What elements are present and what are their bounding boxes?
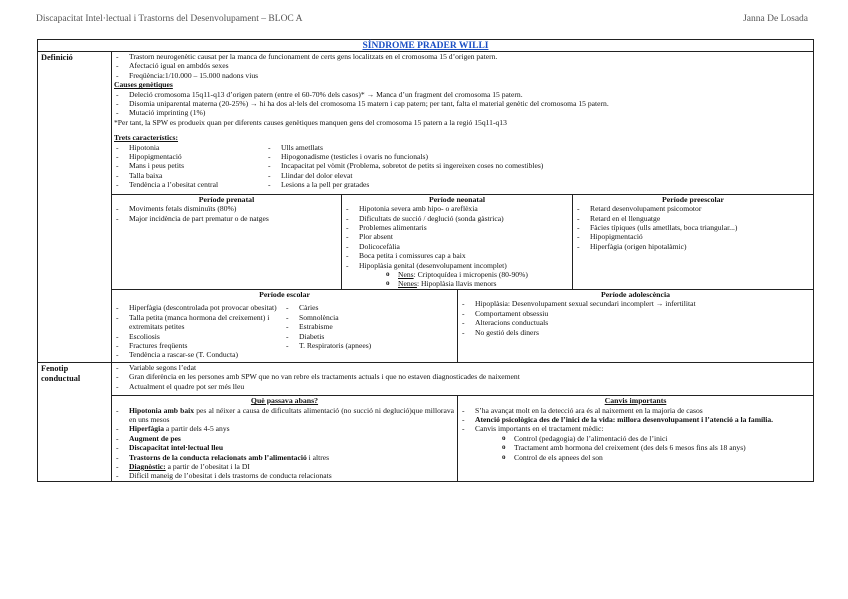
causes-title: Causes genètiques — [114, 80, 173, 90]
fenotip-grid — [112, 395, 813, 481]
list-item: - Tendència a rascar-se (T. Conducta) — [112, 350, 282, 359]
sub-label: Nens — [398, 270, 414, 280]
list-item — [112, 406, 454, 425]
list-item — [112, 434, 454, 443]
item-bold: Hipotonia amb baix — [129, 405, 195, 415]
prenatal-cell — [112, 195, 342, 289]
list-item: o Control de els apnees del son — [502, 453, 813, 462]
list-item — [112, 443, 454, 452]
list-item: - Talla baixa — [112, 171, 264, 180]
list-item — [112, 462, 454, 471]
fenotip-row — [38, 362, 813, 481]
item-text: a partir dels 4-5 anys — [164, 424, 230, 434]
item-bold: Discapacitat intel·lectual lleu — [129, 443, 224, 453]
list-item: - No gestió dels diners — [458, 328, 813, 337]
list-item: - Gran diferència en les persones amb SPW que no van rebre els tractaments actuals i que no estaven diagnosticades de naixement — [112, 372, 813, 381]
periods-row-2 — [112, 289, 813, 362]
title-row — [38, 40, 813, 51]
list-item: - Hipopigmentació — [573, 232, 813, 241]
list-item — [112, 424, 454, 433]
list-item: - Hipotonia — [112, 143, 264, 152]
list-item: - Retard en el llenguatge — [573, 214, 813, 223]
abans-cell — [112, 396, 458, 481]
neonatal-cell — [342, 195, 573, 289]
list-item: - Mans i peus petits — [112, 161, 264, 170]
header-right: Janna De Losada — [743, 14, 808, 24]
list-item: - Fractures freqüents — [112, 341, 282, 350]
list-item: - Disomia uniparental materna (20-25%) → hi ha dos al·lels del cromosoma 15 matern i cap patern; per tant, falta el material genètic del cromosoma 15 patern. — [112, 99, 813, 108]
list-item: - Hiperfàgia (origen hipotalàmic) — [573, 242, 813, 251]
adolescencia-cell — [458, 290, 813, 362]
definicio-list — [112, 52, 813, 80]
list-item: - Diabetis — [282, 332, 457, 341]
traits-columns — [112, 143, 813, 190]
list-item: - Tendència a l’obesitat central — [112, 180, 264, 189]
traits-col1 — [112, 143, 264, 190]
item-text: Canvis importants en el tractament mèdic: — [475, 424, 604, 434]
list-item: - Afectació igual en ambdós sexes — [112, 61, 813, 70]
list-item — [112, 471, 454, 480]
fenotip-label: Fenotip conductual — [38, 363, 112, 481]
list-item: - Comportament obsessiu — [458, 309, 813, 318]
list-item: - Trastorn neurogenètic causat per la manca de funcionament de certs gens localitzats en el cromosoma 15 d’origen patern. — [112, 52, 813, 61]
list-item — [112, 453, 454, 462]
definicio-content — [112, 52, 813, 362]
list-item: - T. Respiratoris (apnees) — [282, 341, 457, 350]
abans-title: Què passava abans? — [250, 396, 319, 405]
list-item — [458, 415, 810, 424]
list-item: - Variable segons l’edat — [112, 363, 813, 372]
item-bold: Diagnòstic: — [129, 461, 166, 471]
traits-title: Trets característics: — [114, 133, 179, 143]
escolar-col1 — [112, 303, 282, 359]
list-item: - Deleció cromosoma 15q11-q13 d’origen patern (entre el 60-70% dels casos)* → Manca d’un fragment del cromosoma 15 patern. — [112, 90, 813, 99]
list-item: - Problemes alimentaris — [342, 223, 572, 232]
preescolar-list — [573, 204, 813, 251]
escolar-cell — [112, 290, 458, 362]
list-item: - Actualment el quadre pot ser més lleu — [112, 382, 813, 391]
definicio-label: Definició — [38, 52, 112, 362]
list-item: - Freqüència:1/10.000 – 15.000 nadons vius — [112, 71, 813, 80]
sub-text: : Hipoplàsia llavis menors — [416, 279, 497, 289]
list-item: - Dificultats de succió / deglució (sonda gàstrica) — [342, 214, 572, 223]
header-left: Discapacitat Intel·lectual i Trastorns del Desenvolupament – BLOC A — [36, 14, 303, 24]
list-item: - Lesions a la pell per gratades — [264, 180, 813, 189]
neonatal-sublist — [342, 270, 572, 289]
prenatal-list — [112, 204, 341, 223]
item-bold: Atenció psicològica des de l’inici de la vida: millora desenvolupament i l’atenció a la família. — [475, 414, 774, 424]
item-text: S’ha avançat molt en la detecció ara és al naixement en la majoria de casos — [475, 405, 703, 415]
list-item — [386, 270, 572, 279]
fenotip-list — [112, 363, 813, 391]
list-item: - Major incidència de part prematur o de natges — [112, 214, 341, 223]
document-title: SÍNDROME PRADER WILLI — [362, 41, 489, 51]
list-item — [386, 279, 572, 288]
list-item: - Hiperfàgia (descontrolada pot provocar obesitat) — [112, 303, 282, 312]
sub-text: : Criptoquídea i micropenis (80-90%) — [413, 270, 528, 280]
document-table — [37, 39, 814, 482]
causes-list — [112, 90, 813, 118]
adolescencia-list — [458, 299, 813, 337]
list-item: - Hipoplàsia genital (desenvolupament incomplet) — [342, 261, 572, 270]
escolar-title: Període escolar — [259, 289, 310, 299]
list-item: - Boca petita i comissures cap a baix — [342, 251, 572, 260]
canvis-cell — [458, 396, 813, 481]
list-item: - Hipogonadisme (testicles i ovaris no funcionals) — [264, 152, 813, 161]
list-item: - Plor absent — [342, 232, 572, 241]
item-text: Difícil maneig de l’obesitat i dels trastorns de conducta relacionats — [129, 471, 332, 481]
preescolar-title: Període preescolar — [662, 194, 724, 204]
list-item: - Hipopigmentació — [112, 152, 264, 161]
periods-row-1 — [112, 194, 813, 289]
item-bold: Trastorns de la conducta relacionats amb l’alimentació — [129, 452, 307, 462]
item-bold: Augment de pes — [129, 433, 181, 443]
canvis-sublist — [458, 434, 813, 464]
list-item: - Hipoplàsia: Desenvolupament sexual secundari incomplert → infertilitat — [458, 299, 813, 308]
list-item: - Ulls ametllats — [264, 143, 813, 152]
neonatal-title: Període neonatal — [428, 194, 486, 204]
item-text: a partir de l’obesitat i la DI — [165, 461, 250, 471]
list-item: - Alteracions conductuals — [458, 318, 813, 327]
list-item: - Càries — [282, 303, 457, 312]
sub-label: Nenes — [398, 279, 417, 289]
item-text: pes al néixer a causa de dificultats alimentació (no succió ni deglució)que millorava en uns mesos — [129, 405, 454, 424]
causes-note: *Per tant, la SPW es produeix quan per diferents causes genètiques manquen gens del cromosoma 15 patern a la regió 15q11-q13 — [114, 117, 507, 127]
list-item: - Dolicocefàlia — [342, 242, 572, 251]
list-item: - Estrabisme — [282, 322, 457, 331]
list-item: - Escoliosis — [112, 332, 282, 341]
list-item: - Somnolència — [282, 313, 457, 322]
list-item: - Incapacitat pel vòmit (Problema, sobretot de petits si ingereixen coses no comestibles) — [264, 161, 813, 170]
list-item — [458, 424, 810, 433]
neonatal-list — [342, 204, 572, 270]
list-item: - Llindar del dolor elevat — [264, 171, 813, 180]
canvis-list — [458, 406, 813, 434]
item-text: i altres — [306, 452, 330, 462]
list-item: - Hipotonia severa amb hipo- o areflèxia — [342, 204, 572, 213]
list-item: - Mutació imprinting (1%) — [112, 108, 813, 117]
list-item: - Retard desenvolupament psicomotor — [573, 204, 813, 213]
traits-col2 — [264, 143, 813, 190]
abans-list — [112, 406, 457, 481]
adolescencia-title: Període adolescència — [600, 289, 671, 299]
preescolar-cell — [573, 195, 813, 289]
escolar-col2 — [282, 303, 457, 359]
definicio-row — [38, 51, 813, 362]
list-item: - Moviments fetals disminuïts (80%) — [112, 204, 341, 213]
list-item: - Talla petita (manca hormona del creixement) i extremitats petites — [112, 313, 282, 332]
list-item: o Control (pedagogia) de l’alimentació des de l’inici — [502, 434, 813, 443]
fenotip-content — [112, 363, 813, 481]
canvis-title: Canvis importants — [604, 396, 667, 405]
item-bold: Hiperfàgia — [129, 424, 165, 434]
prenatal-title: Període prenatal — [198, 194, 255, 204]
list-item — [458, 406, 810, 415]
escolar-columns — [112, 299, 457, 361]
list-item: o Tractament amb hormona del creixement (des dels 6 mesos fins als 18 anys) — [502, 443, 813, 452]
list-item: - Fàcies típiques (ulls ametllats, boca triangular...) — [573, 223, 813, 232]
